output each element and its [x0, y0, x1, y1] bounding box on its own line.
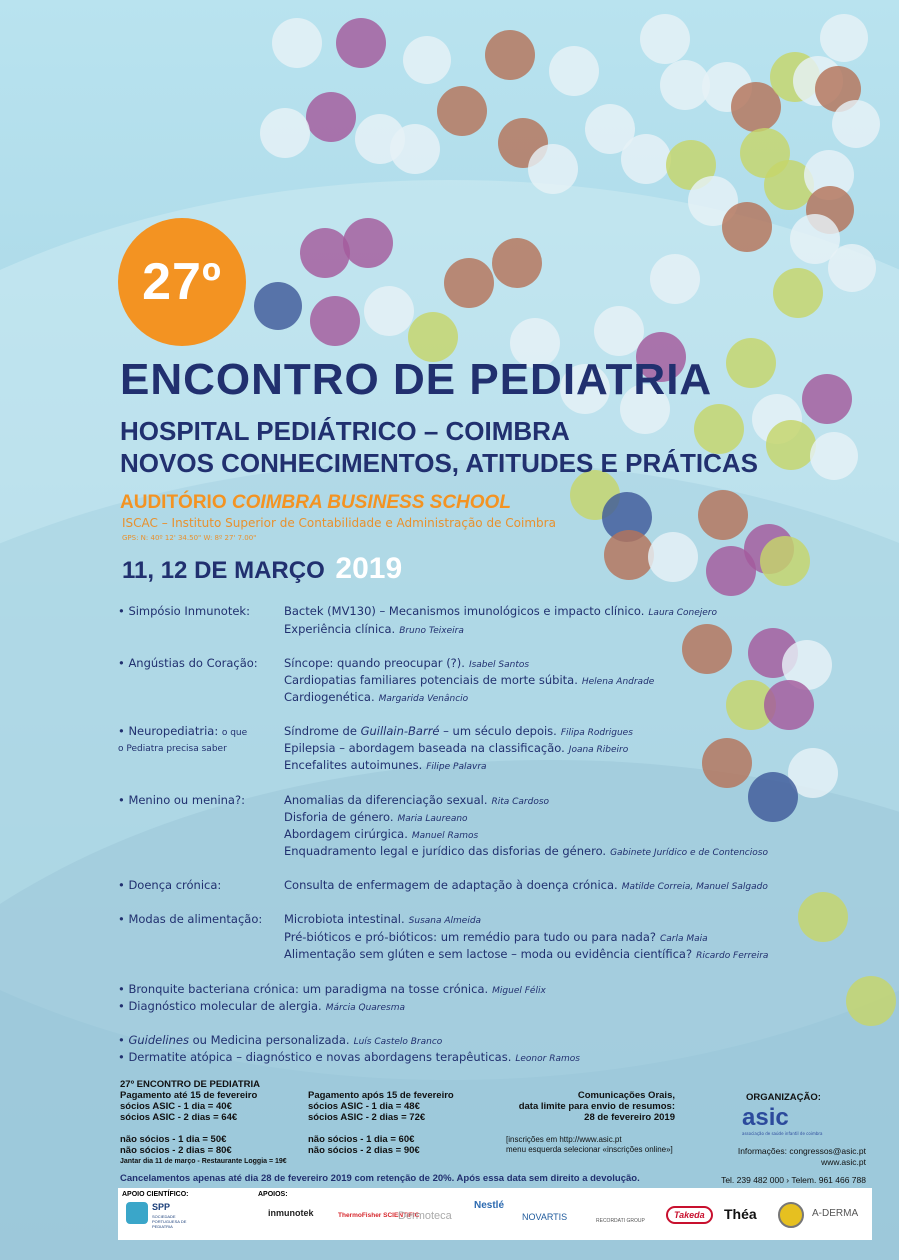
deadline-line: data limite para envio de resumos: [518, 1101, 675, 1112]
event-title: ENCONTRO DE PEDIATRIA [120, 355, 713, 404]
topic-extra: o que [221, 728, 248, 738]
program-talk [284, 690, 468, 704]
venue [120, 492, 511, 514]
decorative-dot [640, 14, 690, 64]
decorative-dot [702, 738, 752, 788]
talk-title: Cardiopatias familiares potenciais de morte súbita. [284, 673, 578, 687]
talk-title: Cardiogenética. [284, 690, 375, 704]
talk-speaker: Margarida Venâncio [378, 694, 469, 704]
program-extra [118, 1033, 442, 1047]
talk-speaker: Matilde Correia, Manuel Salgado [621, 882, 768, 892]
program-talk [284, 724, 633, 738]
deadline-line: Comunicações Orais, [577, 1090, 675, 1101]
decorative-dot [604, 530, 654, 580]
decorative-dot [549, 46, 599, 96]
venue-label: AUDITÓRIO [120, 492, 227, 513]
talk-title-post: ou Medicina personalizada. [188, 1033, 350, 1047]
program-topic: • Doença crónica: [118, 878, 222, 892]
decorative-dot [403, 36, 451, 84]
decorative-dot [802, 374, 852, 424]
fee-line: não sócios - 2 dias = 80€ [120, 1145, 232, 1156]
talk-title: Consulta de enfermagem de adaptação à doença crónica. [284, 878, 618, 892]
talk-title-post: – um século depois. [439, 724, 557, 738]
event-dates [122, 552, 402, 586]
fee-line: sócios ASIC - 2 dias = 64€ [120, 1112, 238, 1123]
talk-title: Pré-bióticos e pró-bióticos: um remédio para tudo ou para nada? [284, 930, 656, 944]
asic-logo: asic [742, 1104, 789, 1131]
event-year: 2019 [335, 552, 403, 585]
decorative-dot [306, 92, 356, 142]
fees-after-title: Pagamento após 15 de fevereiro [308, 1090, 454, 1101]
program-extra [118, 1050, 580, 1064]
dinner-fee: Jantar dia 11 de março - Restaurante Loggia = 19€ [120, 1158, 287, 1165]
program-talk [284, 793, 549, 807]
talk-title-italic: Guidelines [128, 1033, 189, 1047]
fees-before-title: Pagamento até 15 de fevereiro [120, 1090, 258, 1101]
inmunotek-logo: inmunotek [268, 1208, 314, 1218]
decorative-dot [798, 892, 848, 942]
spp-name: SOCIEDADE PORTUGUESA DE PEDIATRIA [152, 1214, 187, 1229]
decorative-dot [485, 30, 535, 80]
program-talk [284, 810, 468, 824]
fee-line: sócios ASIC - 1 dia = 40€ [120, 1101, 232, 1112]
program-talk [284, 827, 478, 841]
program-extra [118, 982, 546, 996]
program-talk [284, 844, 768, 858]
decorative-dot [310, 296, 360, 346]
talk-title: Abordagem cirúrgica. [284, 827, 408, 841]
decorative-dot [364, 286, 414, 336]
talk-speaker: Laura Conejero [648, 608, 718, 618]
fee-line: não sócios - 1 dia = 60€ [308, 1134, 415, 1145]
event-days: 11, 12 DE MARÇO [122, 557, 325, 584]
talk-title: Enquadramento legal e jurídico das disforias de género. [284, 844, 607, 858]
thea-logo: Théa [724, 1206, 757, 1222]
talk-speaker: Carla Maia [659, 934, 708, 944]
decorative-dot [846, 976, 896, 1026]
decorative-dot [444, 258, 494, 308]
fee-line: não sócios - 1 dia = 50€ [120, 1134, 227, 1145]
recordati-logo: RECORDATI GROUP [596, 1218, 645, 1224]
program-talk [284, 947, 768, 961]
talk-title: Microbiota intestinal. [284, 912, 405, 926]
abstract-deadline [500, 1090, 675, 1123]
cancellation-policy: Cancelamentos apenas até dia 28 de fevereiro 2019 com retenção de 20%. Após essa data sem direito a devolução. [120, 1173, 640, 1184]
support-label: APOIOS: [258, 1191, 288, 1198]
org-contact [690, 1146, 866, 1168]
talk-title: Síncope: quando preocupar (?). [284, 656, 465, 670]
talk-speaker: Bruno Teixeira [399, 626, 464, 636]
program-talk [284, 878, 768, 892]
program-topic: • Menino ou menina?: [118, 793, 245, 807]
topic-label: • Neuropediatria: [118, 724, 219, 738]
event-theme: NOVOS CONHECIMENTOS, ATITUDES E PRÁTICAS [120, 448, 759, 478]
decorative-dot [272, 18, 322, 68]
talk-speaker: Susana Almeida [408, 916, 482, 926]
decorative-dot [648, 532, 698, 582]
decorative-dot [528, 144, 578, 194]
program-talk [284, 912, 481, 926]
takeda-logo: Takeda [666, 1206, 713, 1224]
decorative-dot [698, 490, 748, 540]
talk-speaker: Ricardo Ferreira [696, 951, 769, 961]
talk-title: Disforia de género. [284, 810, 394, 824]
decorative-dot [682, 624, 732, 674]
decorative-dot [492, 238, 542, 288]
decorative-dot [766, 420, 816, 470]
decorative-dot [748, 772, 798, 822]
fee-line: sócios ASIC - 2 dias = 72€ [308, 1112, 426, 1123]
program-talk [284, 741, 628, 755]
talk-speaker: Filipe Palavra [426, 762, 487, 772]
decorative-dot [764, 680, 814, 730]
org-email: Informações: congressos@asic.pt [737, 1146, 866, 1156]
venue-institute: ISCAC – Instituto Superior de Contabilidade e Administração de Coimbra [122, 516, 556, 530]
talk-speaker: Filipa Rodrigues [560, 728, 633, 738]
aderma-logo: A-DERMA [812, 1208, 859, 1219]
program-talk [284, 673, 654, 687]
talk-title: Epilepsia – abordagem baseada na classificação. [284, 741, 565, 755]
decorative-dot [254, 282, 302, 330]
program-talk [284, 656, 529, 670]
spp-logo-icon [126, 1202, 148, 1224]
talk-title-pre: Síndrome de [284, 724, 361, 738]
decorative-dot [810, 432, 858, 480]
decorative-dot [336, 18, 386, 68]
talk-speaker: Manuel Ramos [411, 831, 479, 841]
sponsor-round-logo-icon [778, 1202, 804, 1228]
scientific-support-label: APOIO CIENTÍFICO: [122, 1191, 189, 1198]
decorative-dot [832, 100, 880, 148]
fees-heading: 27º ENCONTRO DE PEDIATRIA [120, 1079, 261, 1090]
talk-title: • Diagnóstico molecular de alergia. [118, 999, 322, 1013]
program-talk [284, 622, 464, 636]
talk-speaker: Leonor Ramos [515, 1054, 580, 1064]
sponsors-bar [118, 1188, 872, 1240]
talk-title: • Dermatite atópica – diagnóstico e novas abordagens terapêuticas. [118, 1050, 512, 1064]
org-label: ORGANIZAÇÃO: [746, 1092, 821, 1103]
talk-speaker: Miguel Félix [492, 986, 546, 996]
event-subtitle: HOSPITAL PEDIÁTRICO – COIMBRA [120, 416, 570, 446]
program-topic: • Simpósio Inmunotek: [118, 604, 250, 618]
nestle-logo: Nestlé [474, 1200, 505, 1211]
decorative-dot [260, 108, 310, 158]
talk-speaker: Helena Andrade [581, 677, 655, 687]
decorative-dot [773, 268, 823, 318]
talk-title: Encefalites autoimunes. [284, 758, 423, 772]
talk-title: • Bronquite bacteriana crónica: um paradigma na tosse crónica. [118, 982, 489, 996]
edition-badge: 27º [118, 218, 246, 346]
novartis-logo: NOVARTIS [522, 1212, 568, 1222]
talk-speaker: Márcia Quaresma [325, 1003, 406, 1013]
talk-speaker: Joana Ribeiro [568, 745, 629, 755]
dermoteca-logo: Dermoteca [398, 1210, 452, 1222]
decorative-dot [760, 536, 810, 586]
talk-title-pre: • [118, 1033, 129, 1047]
decorative-dot [621, 134, 671, 184]
decorative-dot [437, 86, 487, 136]
decorative-dot [343, 218, 393, 268]
decorative-dot [390, 124, 440, 174]
venue-gps: GPS: N: 40º 12' 34.50" W: 8º 27' 7.00" [122, 534, 257, 542]
decorative-dot [694, 404, 744, 454]
program-talk [284, 604, 717, 618]
fee-spacer [308, 1123, 454, 1134]
decorative-dot [300, 228, 350, 278]
fees-after [308, 1090, 454, 1156]
fee-line: não sócios - 2 dias = 90€ [308, 1145, 420, 1156]
talk-speaker: Rita Cardoso [491, 797, 550, 807]
org-phone: Tel. 239 482 000 › Telem. 961 466 788 [721, 1175, 866, 1185]
org-website: www.asic.pt [821, 1157, 866, 1167]
talk-speaker: Luís Castelo Branco [353, 1037, 443, 1047]
registration-line: menu esquerda selecionar «inscrições online»] [506, 1145, 673, 1154]
program-extra [118, 999, 405, 1013]
talk-speaker: Gabinete Jurídico e de Contencioso [610, 848, 768, 858]
program-topic [118, 724, 247, 738]
decorative-dot [726, 338, 776, 388]
deadline-line: 28 de fevereiro 2019 [584, 1112, 675, 1123]
registration-info [506, 1135, 673, 1155]
talk-title: Anomalias da diferenciação sexual. [284, 793, 488, 807]
program-topic-sub: o Pediatra precisa saber [118, 744, 227, 754]
program-talk [284, 930, 708, 944]
program-topic: • Modas de alimentação: [118, 912, 263, 926]
fees-before [120, 1079, 287, 1167]
program-talk [284, 758, 487, 772]
registration-line: [inscrições em http://www.asic.pt [506, 1135, 622, 1144]
talk-title: Experiência clínica. [284, 622, 396, 636]
talk-title: Alimentação sem glúten e sem lactose – moda ou evidência científica? [284, 947, 693, 961]
decorative-dot [820, 14, 868, 62]
program-topic: • Angústias do Coração: [118, 656, 258, 670]
spp-logo: SPP [152, 1202, 171, 1212]
talk-title-italic: Guillain-Barré [360, 724, 440, 738]
talk-speaker: Isabel Santos [468, 660, 530, 670]
decorative-dot [722, 202, 772, 252]
decorative-dot [828, 244, 876, 292]
fee-spacer [120, 1123, 287, 1134]
talk-speaker: Maria Laureano [397, 814, 468, 824]
venue-name: COIMBRA BUSINESS SCHOOL [231, 492, 511, 513]
fee-line: sócios ASIC - 1 dia = 48€ [308, 1101, 420, 1112]
decorative-dot [650, 254, 700, 304]
talk-title: Bactek (MV130) – Mecanismos imunológicos e impacto clínico. [284, 604, 645, 618]
asic-tagline: associação de saúde infantil de coimbra [742, 1131, 823, 1136]
thermofisher-logo: ThermoFisher SCIENTIFIC [338, 1212, 420, 1219]
